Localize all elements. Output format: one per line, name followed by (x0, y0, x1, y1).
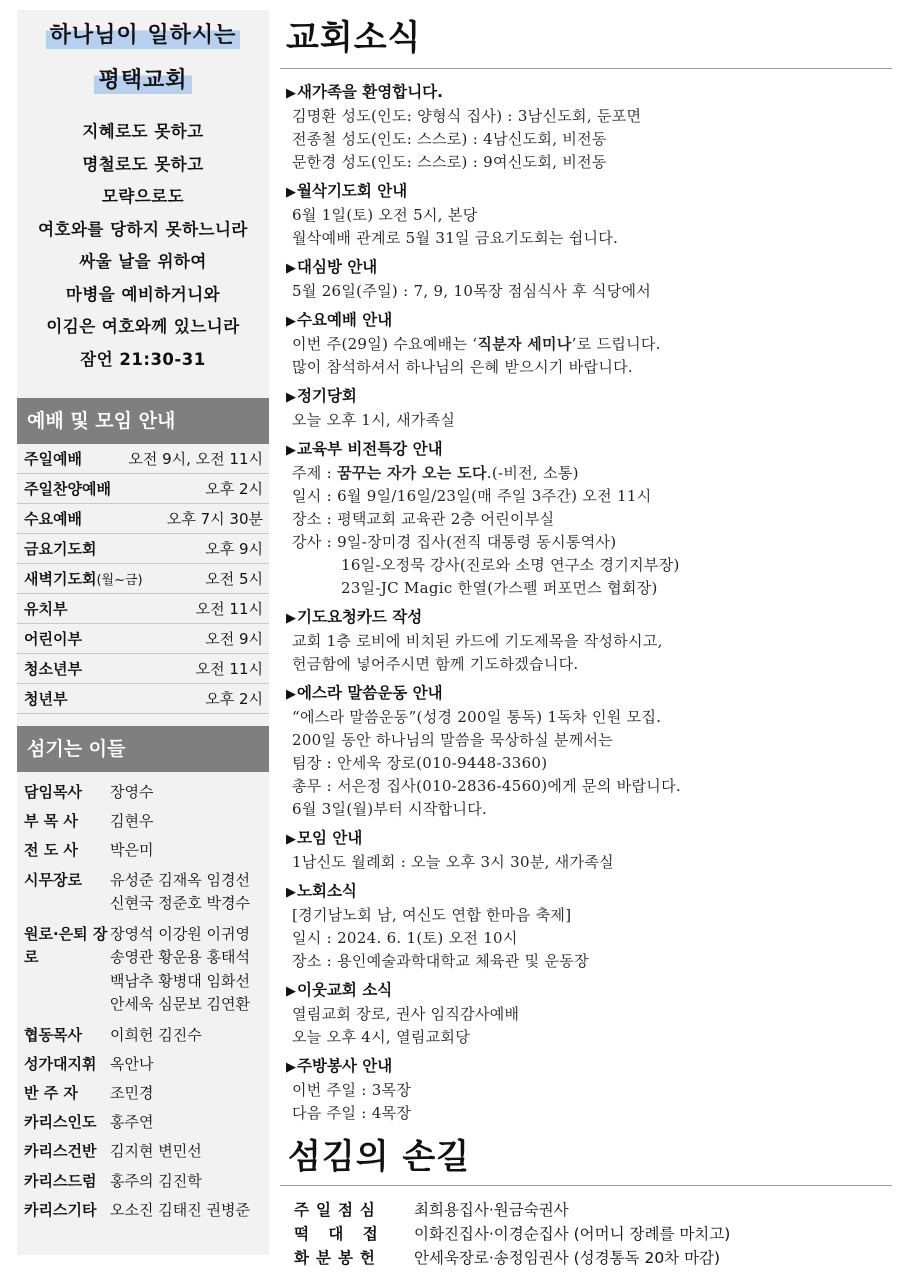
scripture-verse (17, 116, 269, 376)
news-line-emphasis: 꿈꾸는 자가 오는 도다 (337, 464, 487, 482)
staff-name-line: 유성준 김재옥 임경선 (110, 870, 250, 889)
news-item-heading (286, 979, 892, 1003)
triangle-bullet-icon: ▶ (286, 443, 296, 458)
church-title-line1: 하나님이 일하시는 (46, 18, 241, 49)
news-item-title: 노회소식 (297, 882, 357, 900)
duty-label: 주일점심 (294, 1201, 382, 1219)
news-item (286, 180, 892, 250)
triangle-bullet-icon: ▶ (286, 832, 296, 847)
worship-name-text: 수요예배 (24, 510, 82, 528)
triangle-bullet-icon: ▶ (286, 390, 296, 405)
staff-name-line: 오소진 김태진 권병준 (110, 1200, 250, 1219)
staff-names (110, 1079, 263, 1108)
staff-name-line: 김지현 변민선 (110, 1142, 202, 1161)
staff-role: 카리스드럼 (24, 1171, 97, 1190)
news-item-title: 월삭기도회 안내 (297, 182, 408, 200)
verse-line: 명철로도 못하고 (82, 154, 204, 174)
news-line: [경기남노회 남, 여신도 연합 한마음 축제] (292, 906, 572, 924)
worship-name-text: 유치부 (24, 600, 68, 618)
staff-names (110, 807, 263, 836)
staff-row (24, 1108, 263, 1137)
triangle-bullet-icon: ▶ (286, 885, 296, 900)
worship-row (17, 534, 269, 564)
staff-name-line: 이희헌 김진수 (110, 1025, 202, 1044)
triangle-bullet-icon: ▶ (286, 261, 296, 276)
worship-time: 오전 5시 (205, 570, 263, 588)
worship-time: 오후 7시 30분 (166, 510, 263, 528)
worship-name-text: 청소년부 (24, 660, 82, 678)
news-item (286, 880, 892, 973)
news-item (286, 682, 892, 821)
news-item (286, 827, 892, 874)
staff-name-line: 신현국 정준호 박경수 (110, 894, 250, 913)
news-item-heading (286, 180, 892, 204)
staff-row (24, 807, 263, 836)
staff-role: 성가대지휘 (24, 1054, 97, 1073)
triangle-bullet-icon: ▶ (286, 86, 296, 101)
news-line: 23일-JC Magic 한열(가스펠 퍼포먼스 협회장) (341, 579, 658, 597)
news-line: 장소 : 평택교회 교육관 2층 어린이부실 (292, 510, 555, 528)
news-line: 문한경 성도(인도: 스스로) : 9여신도회, 비전동 (292, 153, 607, 171)
staff-heading: 섬기는 이들 (17, 726, 269, 772)
news-line: 오늘 오후 4시, 열림교회당 (292, 1028, 471, 1046)
worship-time: 오후 9시 (205, 540, 263, 558)
staff-name-line: 안세욱 심문보 김연환 (110, 995, 250, 1014)
news-line: 강사 : 9일-장미경 집사(전직 대통령 동시통역사) (292, 533, 617, 551)
news-line (286, 333, 892, 356)
worship-row (17, 504, 269, 534)
staff-name-line: 홍주연 (110, 1113, 154, 1132)
staff-role: 협동목사 (24, 1025, 82, 1044)
worship-name-text: 어린이부 (24, 630, 82, 648)
staff-row (24, 836, 263, 865)
duty-row (294, 1246, 892, 1270)
news-item (286, 438, 892, 600)
news-line: 팀장 : 안세욱 장로(010-9448-3360) (292, 754, 548, 772)
duty-value: 최희용집사·원금숙권사 (414, 1201, 569, 1219)
news-item-title: 이웃교회 소식 (297, 981, 393, 999)
staff-row (24, 1050, 263, 1079)
staff-names (110, 866, 263, 916)
news-item-heading (286, 880, 892, 904)
news-line: 일시 : 6월 9일/16일/23일(매 주일 3주간) 오전 11시 (292, 487, 652, 505)
triangle-bullet-icon: ▶ (286, 984, 296, 999)
news-item-heading (286, 682, 892, 706)
worship-name (24, 568, 143, 589)
triangle-bullet-icon: ▶ (286, 611, 296, 626)
triangle-bullet-icon: ▶ (286, 185, 296, 200)
news-line (286, 462, 892, 485)
staff-names (110, 778, 263, 807)
news-item-title: 기도요청카드 작성 (297, 608, 423, 626)
worship-name-text: 금요기도회 (24, 540, 97, 558)
worship-schedule (17, 444, 269, 714)
worship-row (17, 684, 269, 714)
news-line: 오늘 오후 1시, 새가족실 (292, 411, 456, 429)
staff-name-line: 송영관 황운용 홍태석 (110, 948, 250, 967)
service-title: 섬김의 손길 (288, 1137, 471, 1177)
news-line: 전종철 성도(인도: 스스로) : 4남신도회, 비전동 (292, 130, 607, 148)
staff-row (24, 1137, 263, 1166)
news-line: 일시 : 2024. 6. 1(토) 오전 10시 (292, 929, 518, 947)
staff-names (110, 1021, 263, 1050)
news-line: 교회 1층 로비에 비치된 카드에 기도제목을 작성하시고, (292, 632, 663, 650)
duty-label: 화분봉헌 (294, 1249, 382, 1267)
news-line: 이번 주일 : 3목장 (292, 1081, 412, 1099)
news-item-title: 정기당회 (297, 387, 357, 405)
worship-name (24, 448, 82, 469)
triangle-bullet-icon: ▶ (286, 1060, 296, 1075)
worship-row (17, 564, 269, 594)
worship-name-text: 주일예배 (24, 450, 82, 468)
staff-names (110, 920, 263, 1017)
staff-names (110, 1108, 263, 1137)
news-line: 장소 : 용인예술과학대학교 체육관 및 운동장 (292, 952, 589, 970)
verse-line: 싸울 날을 위하여 (79, 252, 207, 271)
verse-line: 이김은 여호와께 있느니라 (46, 317, 240, 336)
news-line: 200일 동안 하나님의 말씀을 묵상하실 분께서는 (292, 731, 614, 749)
sidebar (17, 10, 269, 1255)
verse-line: 지혜로도 못하고 (82, 122, 204, 141)
news-item-title: 모임 안내 (297, 829, 363, 847)
verse-line: 모략으로도 (101, 187, 185, 206)
news-item-heading (286, 438, 892, 462)
staff-names (110, 1050, 263, 1079)
worship-name (24, 658, 82, 679)
staff-name-line: 장영수 (110, 783, 154, 801)
duty-row (294, 1198, 892, 1222)
staff-role: 부 목 사 (24, 812, 78, 831)
staff-row (24, 778, 263, 807)
worship-name (24, 508, 82, 529)
worship-time: 오전 11시 (195, 600, 263, 618)
news-line: 16일-오정묵 강사(진로와 소명 연구소 경기지부장) (341, 556, 680, 574)
news-line: 많이 참석하셔서 하나님의 은혜 받으시기 바랍니다. (292, 358, 634, 376)
staff-row (24, 1167, 263, 1196)
duty-row (294, 1222, 892, 1246)
worship-time: 오전 11시 (195, 660, 263, 678)
news-item-heading (286, 606, 892, 630)
worship-name (24, 538, 96, 559)
staff-names (110, 1167, 263, 1196)
staff-row (24, 866, 263, 916)
news-item (286, 81, 892, 174)
triangle-bullet-icon: ▶ (286, 687, 296, 702)
news-item-title: 새가족을 환영합니다. (297, 83, 444, 101)
news-line: 열림교회 장로, 권사 임직감사예배 (292, 1005, 520, 1023)
staff-name-line: 홍주의 김진학 (110, 1171, 202, 1190)
staff-names (110, 1196, 263, 1225)
church-title (17, 10, 269, 94)
news-item-title: 수요예배 안내 (297, 311, 393, 329)
staff-role: 카리스기타 (24, 1200, 97, 1219)
news-item (286, 385, 892, 432)
news-item-title: 대심방 안내 (297, 258, 378, 276)
verse-reference: 잠언 21:30-31 (80, 349, 206, 369)
news-line: 헌금함에 넣어주시면 함께 기도하겠습니다. (292, 655, 579, 673)
news-item-title: 에스라 말씀운동 안내 (297, 684, 443, 702)
triangle-bullet-icon: ▶ (286, 314, 296, 329)
news-line: 6월 3일(월)부터 시작합니다. (292, 800, 488, 818)
worship-name-text: 주일찬양예배 (24, 480, 111, 498)
staff-name-line: 김현우 (110, 812, 154, 831)
staff-names (110, 1137, 263, 1166)
news-line: “에스라 말씀운동”(성경 200일 통독) 1독차 인원 모집. (292, 708, 662, 726)
staff-role: 전 도 사 (24, 841, 78, 860)
news-item-heading (286, 309, 892, 333)
news-title: 교회소식 (286, 18, 422, 58)
duty-value: 이화진집사·이경순집사 (어머니 장례를 마치고) (414, 1225, 731, 1243)
worship-name (24, 688, 67, 709)
staff-row (24, 1079, 263, 1108)
news-line-text: .(-비전, 소통) (486, 464, 579, 482)
verse-line: 마병을 예비하거니와 (65, 284, 221, 304)
worship-heading: 예배 및 모임 안내 (17, 398, 269, 444)
main-content (280, 10, 892, 1270)
news-item-title: 주방봉사 안내 (297, 1057, 393, 1075)
worship-time: 오후 2시 (205, 690, 263, 708)
worship-row (17, 444, 269, 474)
worship-row (17, 594, 269, 624)
news-item (286, 256, 892, 303)
worship-name-text: 새벽기도회 (24, 570, 97, 588)
staff-list (17, 772, 269, 1225)
staff-role: 담임목사 (24, 783, 82, 801)
duty-label: 떡 대 접 (294, 1225, 385, 1243)
news-line: 김명환 성도(인도: 양형식 집사) : 3남신도회, 둔포면 (292, 107, 642, 125)
news-item-heading (286, 1055, 892, 1079)
duty-list (280, 1186, 892, 1270)
staff-row (24, 920, 263, 1017)
news-item-heading (286, 256, 892, 280)
staff-name-line: 조민경 (110, 1084, 154, 1103)
church-name: 평택교회 (94, 63, 191, 94)
news-item-heading (286, 81, 892, 105)
news-item (286, 979, 892, 1049)
news-line-text: 주제 : (292, 464, 338, 482)
staff-role: 반 주 자 (24, 1084, 78, 1103)
staff-names (110, 836, 263, 865)
news-line: 총무 : 서은정 집사(010-2836-4560)에게 문의 바랍니다. (292, 777, 681, 795)
staff-role: 카리스건반 (24, 1142, 97, 1161)
staff-name-line: 박은미 (110, 841, 154, 860)
worship-time: 오전 9시 (205, 630, 263, 648)
worship-name (24, 478, 111, 499)
worship-name-sub: (월~금) (96, 573, 143, 588)
staff-name-line: 옥안나 (110, 1054, 154, 1073)
worship-time: 오전 9시, 오전 11시 (128, 450, 263, 468)
verse-line: 여호와를 당하지 못하느니라 (38, 219, 248, 239)
worship-name-text: 청년부 (24, 690, 68, 708)
staff-row (24, 1196, 263, 1225)
news-line: 다음 주일 : 4목장 (292, 1104, 412, 1122)
news-item-heading (286, 827, 892, 851)
worship-time: 오후 2시 (205, 480, 263, 498)
news-item (286, 1055, 892, 1125)
news-list (280, 69, 892, 1125)
staff-role: 카리스인도 (24, 1113, 97, 1132)
news-line: 5월 26일(주일) : 7, 9, 10목장 점심식사 후 식당에서 (292, 282, 652, 300)
worship-name (24, 598, 67, 619)
worship-row (17, 474, 269, 504)
news-line-text: 이번 주(29일) 수요예배는 ‘ (292, 335, 478, 353)
staff-row (24, 1021, 263, 1050)
news-item (286, 606, 892, 676)
duty-value: 안세욱장로·송정임권사 (성경통독 20차 마감) (414, 1249, 721, 1267)
news-item (286, 309, 892, 379)
news-item-heading (286, 385, 892, 409)
worship-row (17, 624, 269, 654)
news-item-title: 교육부 비전특강 안내 (297, 440, 443, 458)
staff-role: 원로·은퇴 장 로 (24, 924, 108, 967)
news-line: 1남신도 월례회 : 오늘 오후 3시 30분, 새가족실 (292, 853, 614, 871)
worship-row (17, 654, 269, 684)
staff-name-line: 백남추 황병대 임화선 (110, 971, 250, 990)
news-line: 6월 1일(토) 오전 5시, 본당 (292, 206, 478, 224)
worship-name (24, 628, 82, 649)
staff-name-line: 장영석 이강원 이귀영 (110, 924, 250, 943)
news-line: 월삭예배 관계로 5월 31일 금요기도회는 쉽니다. (292, 229, 619, 247)
news-line-text: ’로 드립니다. (571, 335, 661, 353)
news-line-emphasis: 직분자 세미나 (477, 335, 572, 353)
staff-role: 시무장로 (24, 870, 82, 889)
